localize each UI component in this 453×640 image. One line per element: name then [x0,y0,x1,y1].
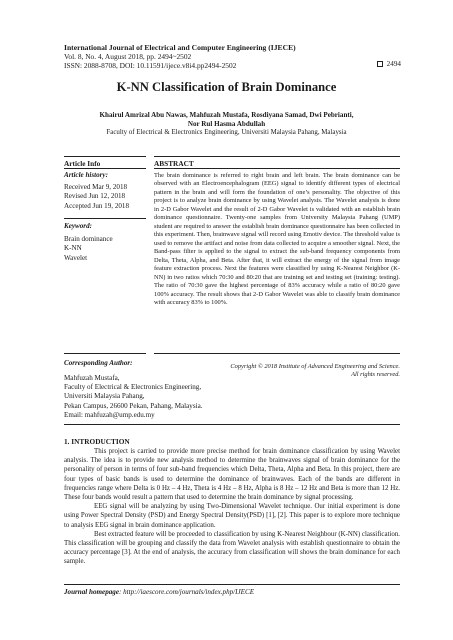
copyright-line-1: Copyright © 2018 Institute of Advanced Engineering and Science. [230,363,400,370]
author-university: Universiti Malaysia Pahang, [64,392,145,401]
author-list [64,111,389,129]
author-email: Email: mahfuzah@ump.edu.my [64,410,155,419]
revised-date: Revised Jun 12, 2018 [64,192,126,201]
author-address: Pekan Campus, 26600 Pekan, Pahang, Malaysia. [64,401,203,410]
divider [154,156,400,157]
page-footer [64,588,254,596]
copyright-line-2: All rights reserved. [351,371,400,379]
journal-issn: ISSN: 2088-8708, DOI: 10.11591/ijece.v8i4.pp2494-2502 [64,61,237,70]
corresponding-details [64,374,203,420]
keyword-item: Wavelet [64,253,88,262]
journal-volume: Vol. 8, No. 4, August 2018, pp. 2494~2502 [64,52,192,61]
keyword-heading: Keyword: [64,222,92,230]
accepted-date: Accepted Jun 19, 2018 [64,201,130,210]
section-heading-introduction: 1. INTRODUCTION [64,437,130,446]
divider [64,584,400,585]
authors-line-1: Khairul Amrizal Abu Nawas, Mahfuzah Mustafa, Rosdiyana Samad, Dwi Pebrianti, [99,111,354,119]
article-info-heading: Article Info [64,159,101,168]
homepage-label: Journal homepage [64,588,119,596]
paragraph: This project is carried to provide more precise method for brain dominance classification by using Wavelet analysis. The idea is to provide new analysis method to determine the brainwaves signal of brain dominance for the personality of person in terms of four sub-band frequencies which Delta, Theta, Alpha and Beta. In this project, there are four types of basic bands is used to determine the dominance of brainwaves. Each of the bands are different in frequencies range where Delta is 0 Hz – 4 Hz, Theta is 4 Hz – 8 Hz, Alpha is 8 Hz – 12 Hz and Beta is more than 12 Hz. These four bands would result a pattern that used to determine the brain dominance by signal processing. [64,448,400,502]
introduction-body [64,447,400,567]
affiliation: Faculty of Electrical & Electronics Engineering, Universiti Malaysia Pahang, Malaysia [106,129,347,136]
paper-title: K-NN Classification of Brain Dominance [116,80,337,94]
divider [64,424,400,425]
author-name: Mahfuzah Mustafa, [64,374,120,382]
author-faculty: Faculty of Electrical & Electronics Engineering, [64,383,202,392]
divider [154,353,400,354]
keyword-item: K-NN [64,244,82,253]
history-heading: Article history: [64,171,108,179]
article-history [64,183,129,211]
received-date: Received Mar 9, 2018 [64,183,128,191]
keyword-item: Brain dominance [64,235,113,243]
journal-header [64,43,404,70]
abstract-text: The brain dominance is referred to right brain and left brain. The brain dominance can be observed with an Electroencephalogram (EEG) signal to identify different types of electrical pattern in the brain and will form the foundation of one’s personality. The objective of this project is to analyze brain dominance by using Wavelet analysis. The Wavelet analysis is done in 2-D Gabor Wavelet and the result of 2-D Gabor Wavelet is validated with an establish brain dominance questionnaire. Twenty-one samples from University Malaysia Pahang (UMP) student are required to answer the establish brain dominance questionnaire has been collected in this experiment. Then, brainwave signal will record using Emotiv device. The threshold value is used to remove the artifact and noise from data collected to acquire a smoother signal. Next, the Band-pass filter is applied to the signal to extract the sub-band frequency components from Delta, Theta, Alpha, and Beta. After that, it will extract the energy of the signal from image feature extraction process. Next the features were classified by using K-Nearest Neighbor (K-NN) in two ratios which 70:30 and 80:20 that are training set and testing set (training: testing). The ratio of 70:30 gave the highest percentage of 83% accuracy while a ratio of 80:20 gave 100% accuracy. The result shows that 2-D Gabor Wavelet was able to classify brain dominance with accuracy 83% to 100%. [154,172,400,307]
square-icon [377,61,383,67]
page-number: 2494 [386,60,401,68]
divider [64,218,146,219]
homepage-link[interactable]: : http://iaescore.com/journals/index.php/IJECE [118,588,255,596]
page-number-block [377,60,401,68]
paragraph: EEG signal will be analyzing by using Two-Dimensional Wavelet technique. Our initial experiment is done using Power Spectral Density (PSD) and Energy Spectral Density(PSD) [1], [2]. This paper is to explore more technique to analysis EEG signal in brain dominance application. [64,503,400,529]
divider [64,353,146,354]
abstract-heading: ABSTRACT [154,159,194,168]
journal-name: International Journal of Electrical and Computer Engineering (IJECE) [64,43,296,52]
corresponding-heading: Corresponding Author: [64,359,133,367]
divider [154,168,400,169]
paragraph: Best extracted feature will be proceeded to classification by using K-Nearest Neighbour (K-NN) classification. This classification will be grouping and classify the data from Wavelet analysis with establish questionnaire to obtain the accuracy percentage [3]. At the end of analysis, the accuracy from classification will shows the brain dominance for each sample. [64,530,400,566]
authors-line-2: Nor Rul Hasma Abdullah [187,120,266,129]
divider [64,156,146,157]
divider [64,168,146,169]
keyword-list [64,235,113,263]
